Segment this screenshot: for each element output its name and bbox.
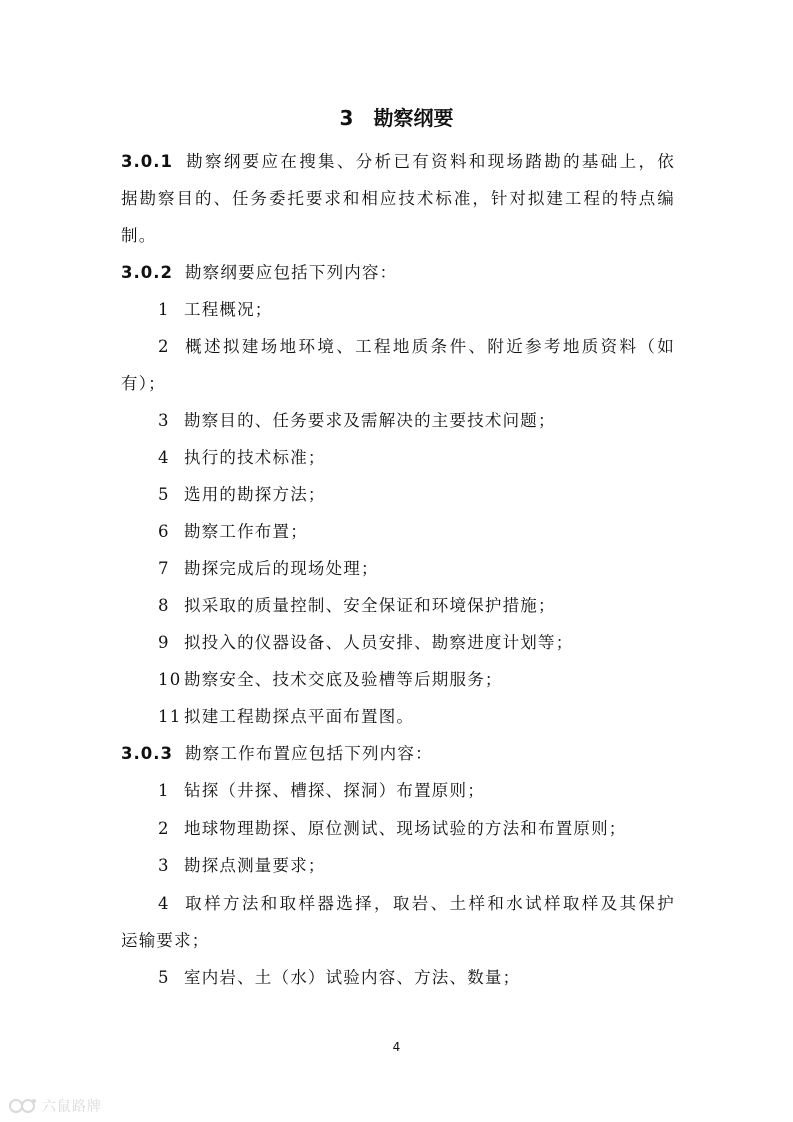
- list-item: [158, 817, 627, 841]
- item-number: 6: [158, 522, 170, 541]
- item-text: 概述拟建场地环境、工程地质条件、附近参考地质资料（如: [184, 337, 675, 356]
- item-number: 2: [158, 337, 170, 356]
- watermark: [8, 1094, 102, 1118]
- clause-text: 勘察纲要应在搜集、分析已有资料和现场踏勘的基础上，依: [184, 152, 675, 171]
- item-number: 1: [158, 300, 170, 319]
- item-number: 8: [158, 596, 170, 615]
- list-item: [158, 705, 414, 729]
- item-number: 3: [158, 411, 170, 430]
- item-number: 9: [158, 633, 170, 652]
- item-text: 执行的技术标准；: [184, 448, 326, 467]
- list-item: [158, 854, 326, 878]
- item-text: 勘察目的、任务要求及需解决的主要技术问题；: [184, 411, 556, 430]
- clause-text: 勘察纲要应包括下列内容：: [184, 263, 398, 282]
- item-number: 2: [158, 819, 170, 838]
- list-item: [158, 557, 379, 581]
- clause-3-0-2-lead: [121, 261, 397, 285]
- list-item: [158, 298, 273, 322]
- item-text: 室内岩、土（水）试验内容、方法、数量；: [184, 968, 521, 987]
- section-title: 3 勘察纲要: [339, 106, 454, 130]
- clause-3-0-1-line-1: [121, 150, 675, 174]
- list-item: [158, 409, 556, 433]
- list-item: [158, 779, 485, 803]
- clause-3-0-1-line-2: 据勘察目的、任务委托要求和相应技术标准，针对拟建工程的特点编: [121, 189, 675, 208]
- item-text: 地球物理勘探、原位测试、现场试验的方法和布置原则；: [184, 819, 627, 838]
- item-text: 勘探点测量要求；: [184, 856, 326, 875]
- list-item: [158, 446, 326, 470]
- list-item: [158, 631, 573, 655]
- list-item: [158, 335, 675, 359]
- clause-number: 3.0.1: [121, 152, 173, 171]
- list-item: [158, 892, 675, 916]
- clause-text: 勘察工作布置应包括下列内容：: [184, 744, 433, 763]
- list-item: [158, 966, 520, 990]
- item-number: 11: [158, 707, 182, 726]
- item-text: 勘察工作布置；: [184, 522, 308, 541]
- clause-number: 3.0.3: [121, 744, 173, 763]
- item-number: 10: [158, 670, 182, 689]
- item-number: 7: [158, 559, 170, 578]
- item-number: 5: [158, 968, 170, 987]
- item-number: 5: [158, 485, 170, 504]
- item-text: 拟投入的仪器设备、人员安排、勘察进度计划等；: [184, 633, 574, 652]
- list-item: [158, 520, 308, 544]
- item-number: 4: [158, 894, 170, 913]
- page-number: 4: [392, 1040, 401, 1054]
- item-continuation: 有）；: [121, 374, 166, 393]
- item-number: 3: [158, 856, 170, 875]
- item-number: 1: [158, 781, 170, 800]
- item-text: 勘探完成后的现场处理；: [184, 559, 379, 578]
- list-item: [158, 594, 556, 618]
- item-text: 钻探（井探、槽探、探洞）布置原则；: [184, 781, 485, 800]
- list-item: [158, 668, 503, 692]
- item-number: 4: [158, 448, 170, 467]
- watermark-text: 六鼠路牌: [42, 1099, 102, 1115]
- item-text: 选用的勘探方法；: [184, 485, 326, 504]
- item-text: 拟建工程勘探点平面布置图。: [184, 707, 415, 726]
- watermark-logo-icon: [8, 1097, 38, 1115]
- list-item: [158, 483, 326, 507]
- item-text: 工程概况；: [184, 300, 273, 319]
- item-text: 拟采取的质量控制、安全保证和环境保护措施；: [184, 596, 556, 615]
- item-text: 取样方法和取样器选择，取岩、土样和水试样取样及其保护: [184, 894, 675, 913]
- item-text: 勘察安全、技术交底及验槽等后期服务；: [184, 670, 503, 689]
- clause-3-0-1-line-3: 制。: [121, 226, 157, 245]
- item-continuation: 运输要求；: [121, 931, 210, 950]
- clause-3-0-3-lead: [121, 742, 433, 766]
- clause-number: 3.0.2: [121, 263, 173, 282]
